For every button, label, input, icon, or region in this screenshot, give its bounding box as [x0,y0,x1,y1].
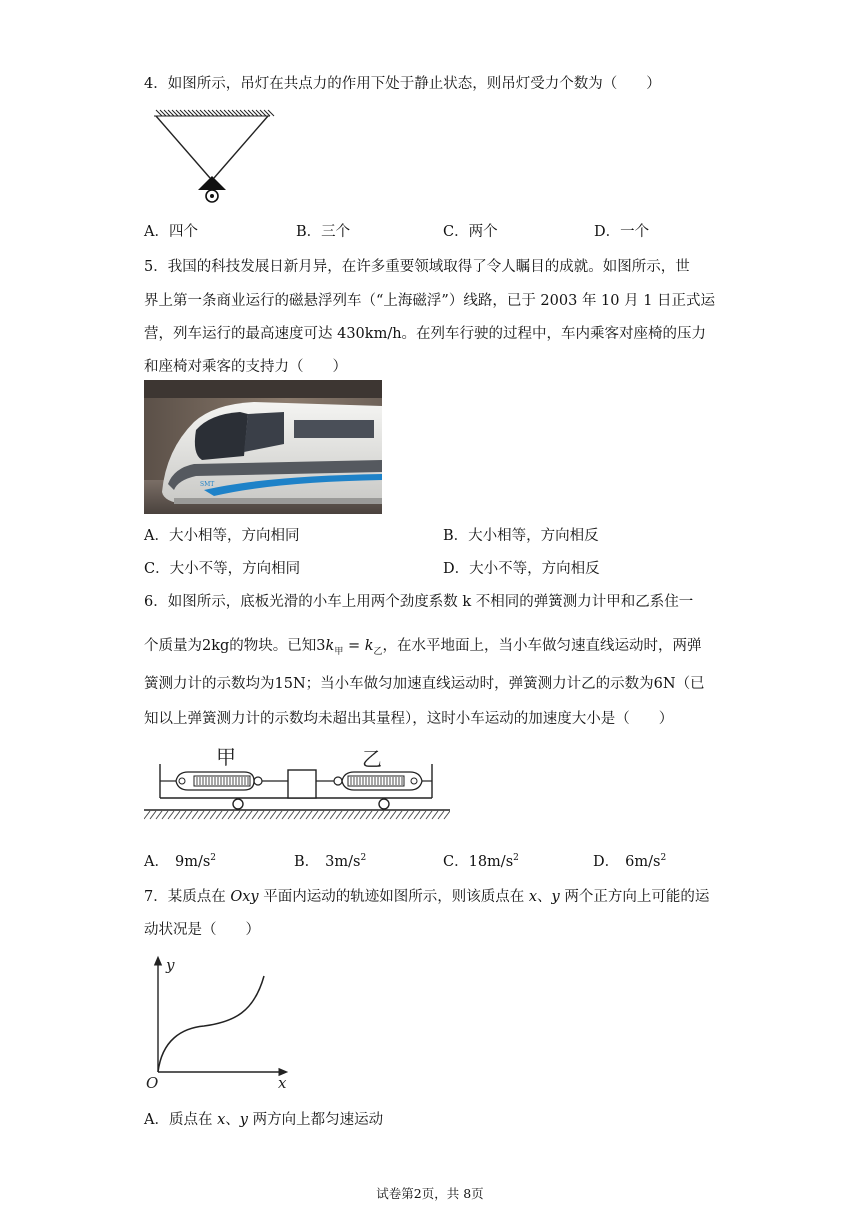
q6-line2-c: ，在水平地面上，当小车做匀速直线运动时，两弹 [382,638,702,654]
q4-option-b: B．三个 [296,224,351,240]
train-badge: SMT [200,481,215,488]
q5-maglev-photo [144,380,382,514]
q6-line-1: 6．如图所示，底板光滑的小车上用两个劲度系数 k 不相同的弹簧测力计甲和乙系住一 [144,594,694,610]
label-jia: 甲 [216,745,236,769]
q6-option-b: B． $3m/s^2$ [294,853,367,870]
q5-option-b: B．大小相等，方向相反 [443,528,599,544]
q6-force-15n: 15N [274,676,306,692]
ceiling-hatch [154,110,274,116]
q5-line-4: 和座椅对乘客的支持力（ ） [144,359,347,375]
wheel-right [379,799,389,809]
q6-line-2 [144,634,702,657]
q6-mass: 2kg [202,638,230,654]
axis-y-label: y [166,956,175,974]
q7-option-a: A．质点在 x、y 两方向上都匀速运动 [144,1112,384,1128]
q6-option-d: D． $6m/s^2$ [593,853,667,870]
q4-stem: 4．如图所示，吊灯在共点力的作用下处于静止状态，则吊灯受力个数为（ ） [144,76,661,92]
origin-label: O [146,1074,159,1092]
q5-line-1: 5．我国的科技发展日新月异，在许多重要领域取得了令人瞩目的成就。如图所示，世 [144,259,690,275]
q6-spring-cart-figure [144,740,450,826]
left-rope [156,116,210,178]
q6-line2-a: 个质量为 [144,638,202,654]
q4-option-a: A．四个 [144,224,198,240]
q6-k-relation: $3k_甲 = k_乙$ [316,638,383,657]
q5-option-c: C．大小不等，方向相同 [144,561,301,577]
q6-line-3: 簧测力计的示数均为15N；当小车做匀加速直线运动时，弹簧测力计乙的示数为6N（已 [144,676,705,692]
q4-option-d: D．一个 [594,224,650,240]
q5-line-2: 界上第一条商业运行的磁悬浮列车（“上海磁浮”）线路，已于 2003 年 10 月 1 日正式运 [144,293,716,309]
right-rope [214,116,268,178]
q5-option-d: D．大小不等，方向相反 [443,561,600,577]
q7-line-2: 动状况是（ ） [144,922,260,938]
wheel-left [233,799,243,809]
q6-option-c: C．$18m/s^2$ [443,853,519,870]
page-footer: 试卷第2页，共 8页 [376,1186,484,1201]
q6-line-4: 知以上弹簧测力计的示数均未超出其量程），这时小车运动的加速度大小是（ ） [144,711,674,727]
q4-option-c: C．两个 [443,224,498,240]
q5-line-3: 营，列车运行的最高速度可达 430km/h。在列车行驶的过程中，车内乘客对座椅的压力 [144,326,707,342]
q5-option-a: A．大小相等，方向相同 [144,528,300,544]
axis-x-label: x [278,1074,287,1092]
q6-line2-b: 的物块。已知 [229,638,317,654]
q7-line-1: 7．某质点在 Oxy 平面内运动的轨迹如图所示，则该质点在 x、y 两个正方向上可能的运 [144,889,710,905]
q6-option-a: A． $9m/s^2$ [144,853,217,870]
q6-force-6n: 6N [653,676,676,692]
trajectory-curve [158,976,264,1072]
q7-trajectory-figure [144,950,300,1092]
q4-hanging-lamp-figure [146,106,276,206]
block [288,770,316,798]
label-yi: 乙 [362,747,382,771]
lamp-shade [198,176,226,190]
